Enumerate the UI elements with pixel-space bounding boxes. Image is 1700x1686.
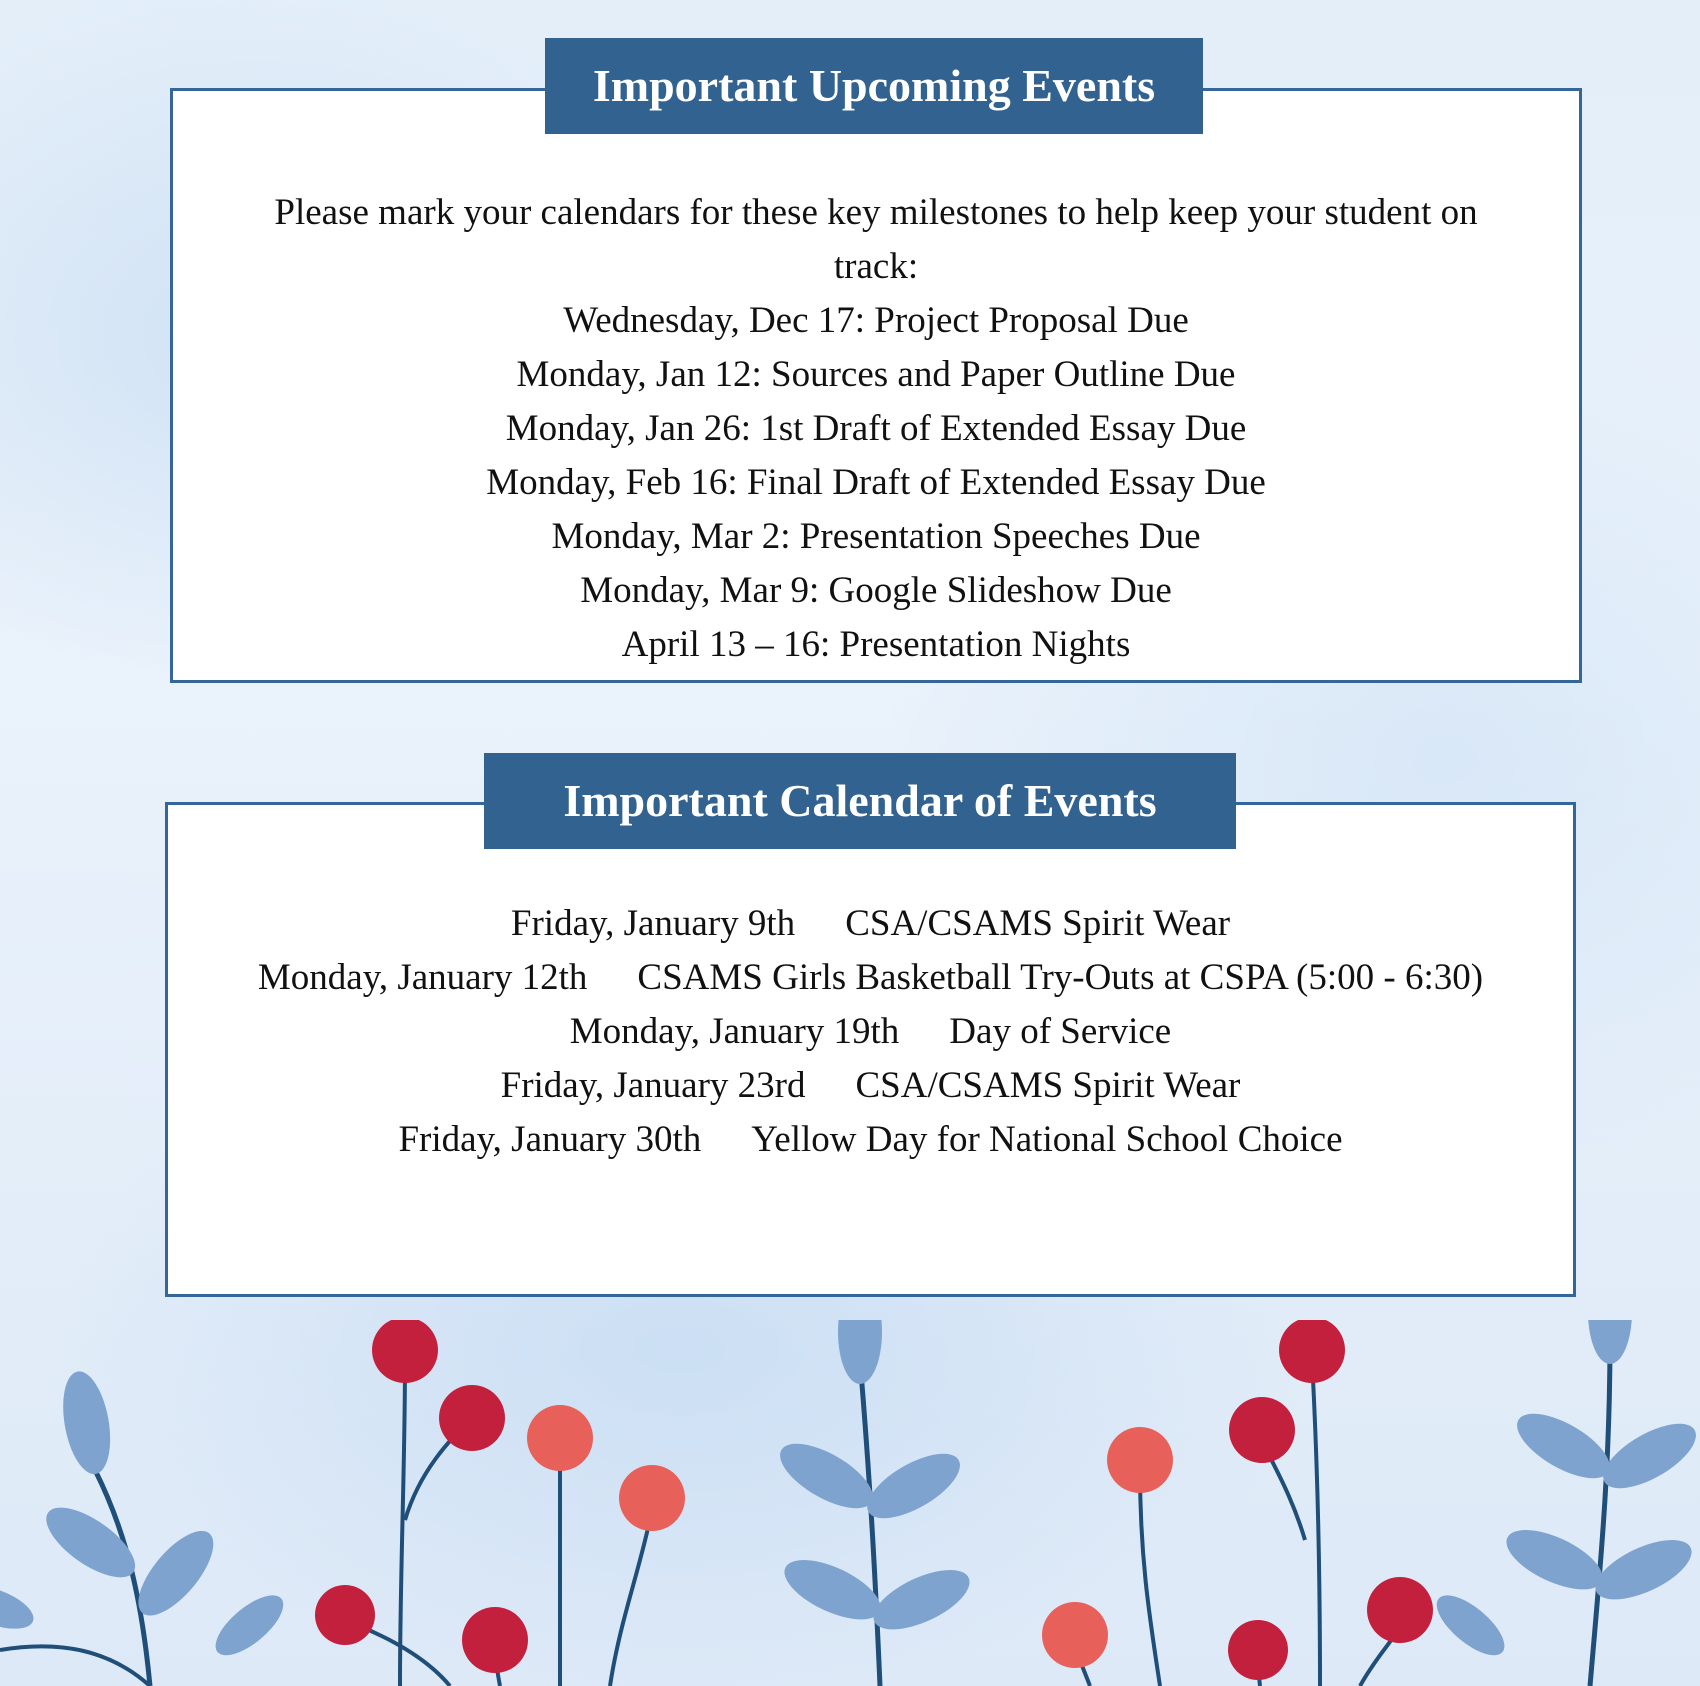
milestone-item: Monday, Mar 2: Presentation Speeches Due [551, 516, 1201, 557]
event-name: Yellow Day for National School Choice [751, 1119, 1343, 1160]
calendar-events-panel [165, 802, 1576, 1297]
event-date: Friday, January 23rd [500, 1065, 806, 1106]
event-date: Monday, January 19th [569, 1011, 900, 1052]
upcoming-events-panel [170, 88, 1582, 683]
winter-foliage-illustration [0, 1320, 1700, 1686]
right-branch-icon [1427, 1320, 1700, 1686]
event-name: Day of Service [949, 1011, 1172, 1052]
milestone-item: Wednesday, Dec 17: Project Proposal Due [563, 300, 1189, 341]
event-date: Friday, January 30th [398, 1119, 702, 1160]
left-branch-icon [0, 1368, 293, 1686]
milestone-item: April 13 – 16: Presentation Nights [621, 624, 1131, 665]
milestone-item: Monday, Jan 12: Sources and Paper Outline Due [516, 354, 1236, 395]
upcoming-events-title: Important Upcoming Events [545, 38, 1203, 134]
event-name: CSA/CSAMS Spirit Wear [855, 1065, 1241, 1106]
milestone-item: Monday, Feb 16: Final Draft of Extended Essay Due [486, 462, 1266, 503]
intro-line-1: Please mark your calendars for these key milestones to help keep your student on [274, 192, 1478, 233]
calendar-event-row [168, 1059, 1573, 1113]
milestone-item: Monday, Mar 9: Google Slideshow Due [580, 570, 1172, 611]
center-branch-icon [770, 1320, 978, 1686]
event-date: Friday, January 9th [510, 903, 796, 944]
calendar-event-row [168, 1113, 1573, 1167]
calendar-events-title: Important Calendar of Events [484, 753, 1236, 849]
event-name: CSA/CSAMS Spirit Wear [845, 903, 1231, 944]
event-date: Monday, January 12th [257, 957, 588, 998]
calendar-event-row [168, 951, 1573, 1005]
calendar-event-row [168, 1005, 1573, 1059]
calendar-event-row [168, 897, 1573, 951]
milestone-item: Monday, Jan 26: 1st Draft of Extended Essay Due [505, 408, 1247, 449]
event-name: CSAMS Girls Basketball Try-Outs at CSPA (5:00 - 6:30) [637, 957, 1484, 998]
intro-line-2: track: [833, 246, 919, 287]
